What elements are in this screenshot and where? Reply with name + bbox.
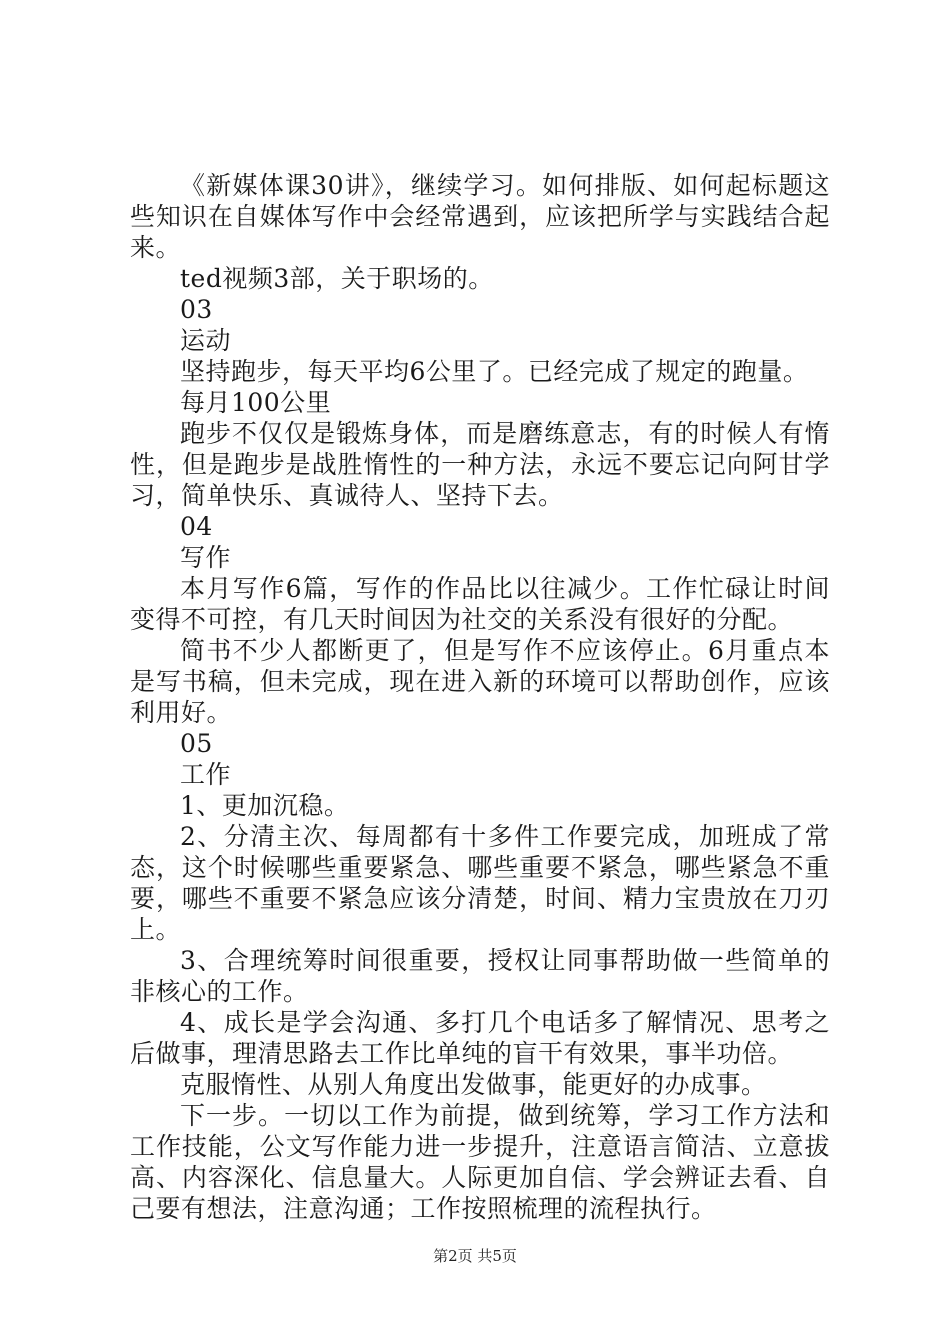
paragraph-running-reflection: 跑步不仅仅是锻炼身体，而是磨练意志，有的时候人有惰性，但是跑步是战胜惰性的一种方法，永远不要忘记向阿甘学习，简单快乐、真诚待人、坚持下去。 <box>130 419 830 510</box>
paragraph-monthly-distance: 每月100公里 <box>180 388 332 417</box>
section-title-writing: 写作 <box>180 543 232 572</box>
section-number-03: 03 <box>180 295 213 324</box>
paragraph-writing-plan: 简书不少人都断更了，但是写作不应该停止。6月重点本是写书稿，但未完成，现在进入新的环境可以帮助创作，应该利用好。 <box>130 636 830 727</box>
section-number-05: 05 <box>180 729 213 758</box>
list-item-work-2: 2、分清主次、每周都有十多件工作要完成，加班成了常态，这个时候哪些重要紧急、哪些重要不紧急，哪些紧急不重要，哪些不重要不紧急应该分清楚，时间、精力宝贵放在刀刃上。 <box>130 822 830 944</box>
section-number-04: 04 <box>180 512 213 541</box>
list-item-work-4: 4、成长是学会沟通、多打几个电话多了解情况、思考之后做事，理清思路去工作比单纯的盲干有效果，事半功倍。 <box>130 1008 830 1068</box>
list-item-work-3: 3、合理统筹时间很重要，授权让同事帮助做一些简单的非核心的工作。 <box>130 946 830 1006</box>
document-body <box>130 170 830 1224</box>
paragraph-running-daily: 坚持跑步，每天平均6公里了。已经完成了规定的跑量。 <box>180 357 809 386</box>
section-title-exercise: 运动 <box>180 326 232 355</box>
paragraph-ted-videos: ted视频3部，关于职场的。 <box>180 264 494 293</box>
paragraph-overcome-inertia: 克服惰性、从别人角度出发做事，能更好的办成事。 <box>180 1070 767 1099</box>
list-item-work-1: 1、更加沉稳。 <box>180 791 350 820</box>
paragraph-writing-count: 本月写作6篇，写作的作品比以往减少。工作忙碌让时间变得不可控，有几天时间因为社交的关系没有很好的分配。 <box>130 574 830 634</box>
paragraph-new-media-course: 《新媒体课30讲》，继续学习。如何排版、如何起标题这些知识在自媒体写作中会经常遇到，应该把所学与实践结合起来。 <box>130 171 830 262</box>
section-title-work: 工作 <box>180 760 232 789</box>
paragraph-next-steps: 下一步。一切以工作为前提，做到统筹，学习工作方法和工作技能，公文写作能力进一步提升，注意语言简洁、立意拔高、内容深化、信息量大。人际更加自信、学会辨证去看、自己要有想法，注意沟通；工作按照梳理的流程执行。 <box>130 1101 830 1223</box>
page-number-footer: 第2页 共5页 <box>433 1247 517 1265</box>
